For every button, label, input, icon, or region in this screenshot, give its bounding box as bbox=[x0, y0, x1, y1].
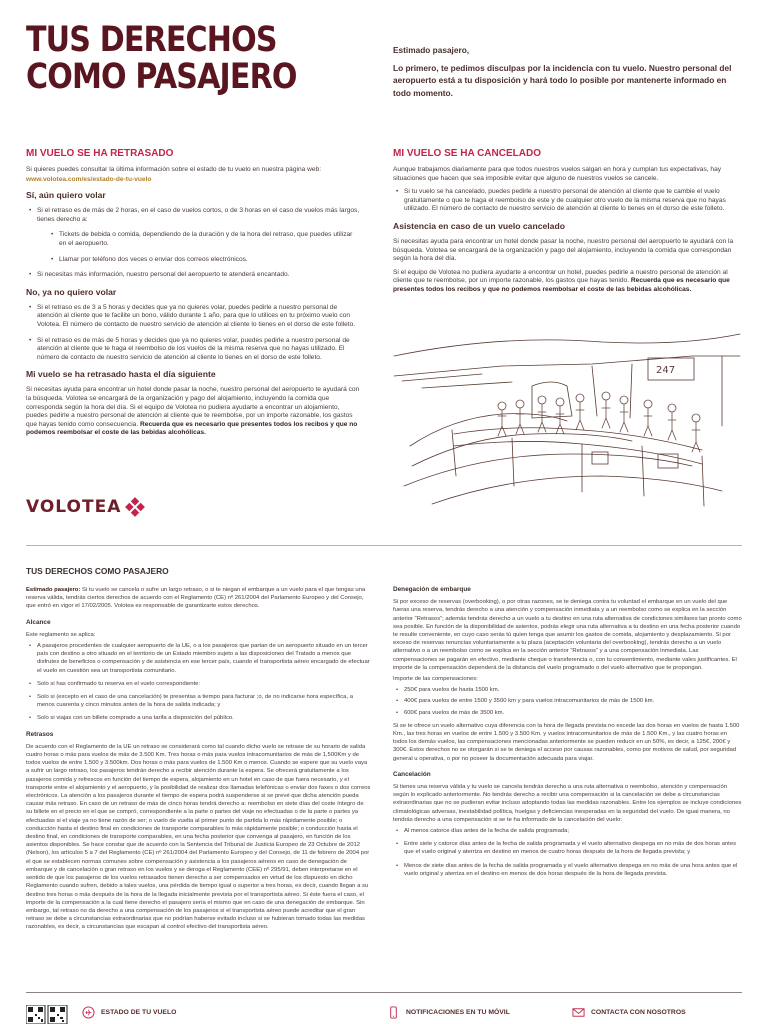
assist-note: Recuerda que es necesario que presentes todos los recibos y que no podemos reembolsar el coste de las bebidas alcohólicas. bbox=[393, 277, 730, 293]
footer-notifications[interactable] bbox=[387, 1006, 510, 1019]
brand-name: VOLOTEA bbox=[26, 497, 122, 517]
delay-intro: Si quieres puedes consultar la última información sobre el estado de tu vuelo en nuestra página web: bbox=[26, 166, 322, 173]
next-day-title: Mi vuelo se ha retrasado hasta el día siguiente bbox=[26, 369, 216, 380]
cancel-intro: Aunque trabajamos diariamente para que todos nuestros vuelos salgan en hora y cumplan tus expectativas, hay situaciones que hacen que sea imposible evitar que alguno de nuestros vuelos se cancele. bbox=[393, 166, 722, 182]
intro-greeting: Estimado pasajero, bbox=[393, 45, 470, 55]
assist-title: Asistencia en caso de un vuelo cancelado bbox=[393, 220, 565, 231]
denied-text: Si por exceso de reservas (overbooking), o por otras razones, se te deniega contra tu voluntad el embarque en un vuelo del que fueras una reserva, tendrás derecho a una atención y compensación inmediata y a un reembolso como se explica en la sección anterior “Retrasos”; además tendrás derecho a un vuelo a tu destino en una ruta alternativa de condiciones similares tan pronto como sea posible. En función de la disponibilidad de asientos, podrás elegir una ruta alternativa a tu destino en una fecha posterior cuando te resulte conveniente, en cuyo caso serás tú quien tenga que asumir los gastos de comida, alojamiento y desplazamiento. Si por exceso de reservas renuncias voluntariamente a tu plaza (aceptación voluntaria del overbooking), tendrás derecho a un vuelo alternativo o a un reembolso como se explica en la sección anterior “Retrasos” y a una compensación inmediata. Las compensaciones se pagarán en efectivo, mediante cheque o transferencia o, con tu consentimiento, mediante vales justificantes. El importe de la compensación dependerá de la distancia del vuelo programado o del vuelo alternativo que te propongan. bbox=[393, 599, 742, 671]
mobile-phone-icon bbox=[387, 1006, 400, 1019]
list-item: • 600€ para vuelos de más de 3500 km. bbox=[393, 709, 743, 717]
scope-intro: Este reglamento se aplica: bbox=[26, 631, 96, 638]
next-day-body: Si necesitas ayuda para encontrar un hotel donde pasar la noche, nuestro personal del aeropuerto te ayudará con la búsqueda. Volotea se encargará de la organización y pago del alojamiento, incluyendo la comida que corresponda según la hora del día. Si el equipo de Volotea no pudiera ayudarte a encontrar un alojamiento, puedes pedirle a nuestro personal de atención al cliente que te reembolse, por un importe razonable, los gastos que hayas tenido como consecuencia. bbox=[26, 386, 360, 428]
airplane-icon bbox=[82, 1006, 95, 1019]
list-item: • Al menos catorce días antes de la fecha de salida programada; bbox=[393, 827, 743, 835]
still-fly-list bbox=[26, 207, 361, 280]
delays-text: De acuerdo con el Reglamento de la UE un retraso se considerará como tal cuando dicho vuelo se retrase de su horario de salida cuatro horas o más para vuelos de más de 3.500 Km. Tres horas o más para vuelos intracomunitarios de más de 1,500Km y de todos vuelos de entre 1.500 y 3.500km. Dos horas o más para vuelos de 1.500 Km o menos. Cuando se espere que su vuelo vaya a sufrir un largo retraso, los pasajeros tendrán derecho a recibir atención durante la espera. Se ofrecerá gratuitamente a los pasajeros comida y refrescos en función del tiempo de espera, alojamiento en un hotel en caso de que fuera necesario, y el transporte entre el alojamiento y el aeropuerto, y la posibilidad de realizar dos llamadas telefónicas o enviar dos faxes o dos correos electrónicos. La atención a los pasajeros durante el tiempo de espera podrá suspenderse si se prevé que dicha atención pueda causar más retraso. En caso de un retraso de más de cinco horas tendrá derecho a: reembolso en siete días del coste íntegro de su billete en el precio en el que se compró, correspondiente a la parte o partes del viaje no efectuadas o de la parte o partes ya efectuadas si el viaje ya no tiene razón de ser; o vuelo de vuelta al primer punto de partida lo más rápidamente posible; o conducción hasta el destino final en condiciones de transporte comparables lo más rápidamente posible; o conducción hasta el destino final, en condiciones de transporte comparables, en una fecha posterior que convenga al pasajero, en función de los asientos disponibles. Se hace constar que de acuerdo con la Sentencia del Tribunal de Justicia Europeo de 23 Octubre de 2012 (Nelson), los artículos 5 a 7 del Reglamento (CE) nº 261/2004 del Parlamento Europeo y del Consejo, de 11 de febrero de 2004 por el que se establecen normas comunes sobre compensación y asistencia a los pasajeros aéreos en caso de denegación de embarque y de cancelación o gran retraso en los vuelos y se deroga el Reglamento (CEE) nº 295/91, deben interpretarse en el sentido de que los pasajeros de los vuelos retrasados tienen derecho a ser compensados en virtud de los dispuesto en dicho Reglamento cuando sufren, debido a tales vuelos, una pérdida de tiempo igual o superior a tres horas, es decir, cuando llegan a su destino tres horas o más después de la hora de la llegada inicialmente prevista por el transportista aéreo. Si éste fuera el caso, el importe de la compensación a la cual tiene derecho el pasajero sería el mismo que en caso de una denegación de embarque. Sin embargo, tal retraso no da derecho a una compensación de los pasajeros si el transportista aéreo puede acreditar que el gran retraso se debe a circunstancias extraordinarias que no podrían haberse evitado incluso si se hubieran tomado todas las medidas razonables, es decir, a circunstancias que escapan al control efectivo del transportista aéreo. bbox=[26, 743, 371, 931]
comp-intro: Importe de las compensaciones: bbox=[393, 676, 478, 683]
no-fly-title: No, ya no quiero volar bbox=[26, 286, 117, 297]
list-item: • 250€ para vuelos de hasta 1500 km. bbox=[393, 686, 743, 694]
cancel-title: MI VUELO SE HA CANCELADO bbox=[393, 148, 541, 159]
footer-contact[interactable] bbox=[572, 1006, 686, 1019]
scope-list bbox=[26, 642, 371, 723]
footer-contact-label: CONTACTA CON NOSOTROS bbox=[591, 1009, 686, 1016]
footer-notifications-label: NOTIFICACIONES EN TU MÓVIL bbox=[406, 1009, 510, 1016]
qr-code-icon[interactable] bbox=[26, 1005, 68, 1024]
sketch-sign-text: 247 bbox=[656, 365, 676, 376]
still-fly-item-1: Si el retraso es de más de 2 horas, en el caso de vuelos cortos, o de 3 horas en el caso de vuelos más largos, tienes derecho a: bbox=[37, 207, 360, 223]
rights-lead-label: Estimado pasajero: bbox=[26, 587, 81, 593]
still-fly-title: Sí, aún quiero volar bbox=[26, 190, 106, 201]
footer-divider bbox=[26, 992, 742, 993]
list-item: • Si tu vuelo se ha cancelado, puedes pedirle a nuestro personal de atención al cliente que te cambie el vuelo gratuitamente o que te haga el reembolso de este y de cualquier otro vuelo de la misma reserva que no hayas utilizado. El número de contacto de nuestro servicio de atención al cliente lo tienes en el dorso de este folleto. bbox=[393, 188, 743, 214]
list-item: • Llamar por teléfono dos veces o enviar dos correos electrónicos. bbox=[48, 256, 361, 265]
rights-left-column bbox=[26, 586, 371, 935]
list-item: • A pasajeros procedentes de cualquier aeropuerto de la UE, o a los pasajeros que partan de un aeropuerto situado en un tercer país con destino a otro situado en el territorio de un Estado miembro sujeto a las disposiciones del Tratado a menos que disfrutes de beneficios o compensación y de asistencia en ese tercer país, cuando el transportista aéreo encargado de efectuar el vuelo en cuestión sea un transportista comunitario. bbox=[26, 642, 371, 675]
comp-text: Si se te ofrece un vuelo alternativo cuya diferencia con la hora de llegada prevista no excede las dos horas en vuelos de hasta 1.500 Km., las tres horas en vuelos de entre 1.500 y 3.500 Km. y vuelos intracomunitarios de más de 1.500 Km., y las cuatro horas en todos los demás vuelos, las compensaciones mencionadas anteriormente se pueden reducir en un 50%, es decir, a 125€, 200€ y 300€. Estos derechos no se otorgarán si se te deniega el acceso por causas razonables, como por motivos de salud, por seguridad general u operativa, o por no poseer la documentación adecuada para viajar. bbox=[393, 722, 740, 762]
denied-title: Denegación de embarque bbox=[393, 586, 471, 593]
intro-block bbox=[393, 44, 743, 105]
cancel-section bbox=[393, 148, 743, 300]
delay-title: MI VUELO SE HA RETRASADO bbox=[26, 148, 174, 159]
canc-text: Si tienes una reserva válida y tu vuelo se cancela tendrás derecho a una ruta alternativa o reembolso, atención y compensación según lo explicado anteriormente. No tendrás derecho a recibir una compensación si la cancelación se debe a circunstancias extraordinarias que no se pudieran evitar incluso adoptando todas las medidas razonables. Entre los ejemplos se incluye condiciones climatológicas adversas, inestabilidad política, huelgas y deficiencias inesperadas en la seguridad del vuelo. De igual manera, no tendrás derecho a una compensación si se te ha informado de la cancelación del vuelo: bbox=[393, 784, 742, 823]
rights-lead-text: Si tu vuelo se cancela o sufre un largo retraso, o si te niegan el embarque a un vuelo para el que tengas una reserva válida, tendrás ciertos derechos de acuerdo con el Reglamento (CE) nº 261/2004 del Parlamento Europeo y del Consejo, que entró en vigor el 17/02/2005. Volotea es responsable de garantizarte estos derechos. bbox=[26, 587, 366, 610]
footer bbox=[26, 1005, 742, 1024]
assist-text-1: Si necesitas ayuda para encontrar un hotel donde pasar la noche, nuestro personal del aeropuerto te ayudará con la búsqueda. Volotea se encargará de la organización y pago del alojamiento, incluyendo la comida que correspondan según la hora del día. bbox=[393, 237, 734, 263]
page-divider bbox=[26, 545, 742, 546]
next-day-note: Recuerda que es necesario que presentes todos los recibos y que no podemos reembolsar el coste de las bebidas alcohólicas. bbox=[26, 420, 358, 437]
list-item: • 400€ para vuelos de entre 1500 y 3500 km y para vuelos intracomunitarios de más de 1500 km. bbox=[393, 697, 743, 705]
assist-text-2 bbox=[393, 269, 743, 295]
cancel-list bbox=[393, 188, 743, 214]
no-fly-list bbox=[26, 304, 361, 363]
next-day-text bbox=[26, 386, 361, 438]
assist-body: Si el equipo de Volotea no pudiera ayudarte a encontrar un hotel, puedes pedirle a nuestro personal de atención al cliente que te reembolse, por un importe razonable, los gastos que hayas tenido. bbox=[393, 268, 728, 285]
list-item: • Solo si (excepto en el caso de una cancelación) te presentas a tiempo para facturar ;o, de no indicarse hora específica, a menos cuarenta y cinco minutos antes de la hora de salida indicada; y bbox=[26, 693, 371, 709]
intro-body: Lo primero, te pedimos disculpas por la incidencia con tu vuelo. Nuestro personal del aeropuerto está a tu disposición y hará todo lo posible por mantenerte informado en todo momento. bbox=[393, 63, 732, 98]
brand-mark-icon bbox=[124, 496, 146, 518]
rights-lead bbox=[26, 586, 371, 611]
list-item: • Si el retraso es de más de 5 horas y decides que ya no quieres volar, puedes pedirle a nuestro personal de atención al cliente que te haga el reembolso de los vuelos de la misma reserva que no hayas utilizado. El número de contacto de nuestro servicio de atención al cliente lo tienes en el dorso de este folleto. bbox=[26, 337, 361, 363]
airport-queue-illustration bbox=[392, 326, 742, 526]
page-title bbox=[26, 22, 310, 96]
list-item: • Entre siete y catorce días antes de la fecha de salida programada y el vuelo alternativo despega en no más de dos horas antes que el vuelo original y aterriza en destino en menos de cuatro horas después de la hora de llegada prevista; y bbox=[393, 840, 743, 856]
page-title-line2: COMO PASAJERO bbox=[26, 57, 297, 97]
list-item bbox=[26, 207, 361, 264]
envelope-icon bbox=[572, 1006, 585, 1019]
volotea-logo bbox=[26, 496, 146, 518]
list-item: • Si el retraso es de 3 a 5 horas y decides que ya no quieres volar, puedes pedirle a nuestro personal de atención al cliente que te facilite un bono, válido durante 1 año, para que lo utilices en tu próximo vuelo con Volotea. El número de contacto de nuestro servicio de atención al cliente lo tienes en el dorso de este folleto. bbox=[26, 304, 361, 330]
scope-title: Alcance bbox=[26, 618, 51, 626]
list-item: • Menos de siete días antes de la fecha de salida programada y el vuelo alternativo despega en no más de una hora antes que el vuelo original y aterriza en el destino en menos de dos horas después de la hora de llegada prevista. bbox=[393, 862, 743, 878]
delay-section bbox=[26, 148, 361, 443]
list-item: • Tickets de bebida o comida, dependiendo de la duración y de la hora del retraso, que puedes utilizar en el aeropuerto. bbox=[48, 231, 361, 248]
canc-title: Cancelación bbox=[393, 770, 431, 778]
list-item: • Solo si has confirmado tu reserva en el vuelo correspondiente: bbox=[26, 680, 371, 688]
list-item: • Solo si viajas con un billete comprado a una tarifa a disposición del público. bbox=[26, 714, 371, 722]
list-item: • Si necesitas más información, nuestro personal del aeropuerto te atenderá encantado. bbox=[26, 271, 361, 280]
delays-title: Retrasos bbox=[26, 730, 54, 738]
canc-list bbox=[393, 827, 743, 878]
comp-list bbox=[393, 686, 743, 717]
still-fly-sublist bbox=[48, 231, 361, 264]
page-title-line1: TUS DERECHOS bbox=[26, 20, 277, 60]
flight-status-link[interactable]: www.volotea.com/es/estado-de-tu-vuelo bbox=[26, 175, 152, 183]
footer-flight-status[interactable] bbox=[82, 1006, 176, 1019]
rights-right-column bbox=[393, 586, 743, 883]
rights-title: TUS DERECHOS COMO PASAJERO bbox=[26, 566, 169, 576]
footer-flight-status-label: ESTADO DE TU VUELO bbox=[101, 1009, 177, 1016]
